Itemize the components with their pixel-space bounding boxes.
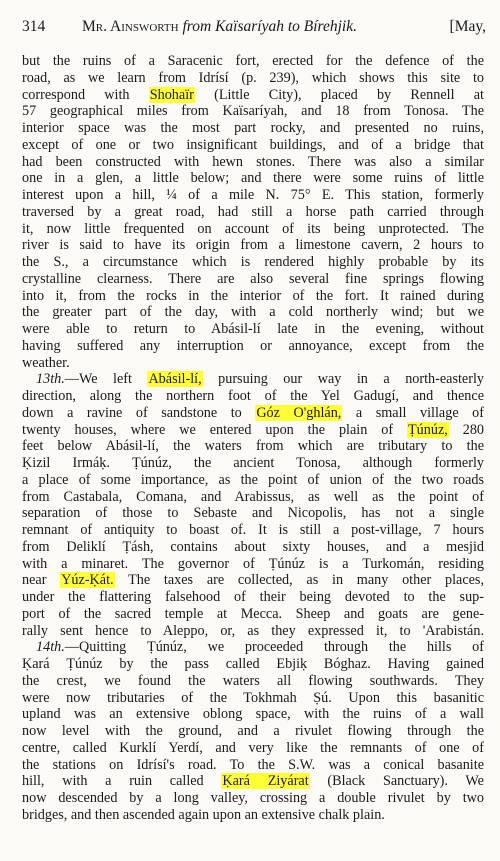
text-line bbox=[22, 405, 484, 422]
highlighted-place-name: Shohaïr bbox=[149, 86, 194, 103]
text-line bbox=[22, 489, 484, 506]
text-run: were now tributaries of the Tokhmah Ṣú. Upon this basanitic bbox=[22, 689, 484, 706]
text-run: near bbox=[22, 572, 61, 589]
body-text bbox=[22, 53, 484, 824]
text-run: except of one or two insignificant buildings, and of a bridge that bbox=[22, 136, 484, 153]
text-run: the greater part of the day, with a cold northerly wind; but we bbox=[22, 304, 484, 321]
text-line bbox=[22, 187, 484, 204]
text-run: separation of those to Sebaste and Nicopolis, has not a single bbox=[22, 505, 484, 522]
text-run: (Little City), placed by Rennell at bbox=[194, 86, 484, 103]
text-run: river is said to have its origin from a limestone cavern, 2 hours to bbox=[22, 237, 484, 254]
text-line bbox=[22, 154, 484, 171]
text-line bbox=[22, 706, 484, 723]
text-run: 57 geographical miles from Kaïsaríyah, and 18 from Tonosa. The bbox=[22, 103, 484, 120]
text-line bbox=[22, 656, 484, 673]
text-line bbox=[22, 87, 484, 104]
text-run: feet below Abásil-lí, the waters from which are tributary to the bbox=[22, 438, 484, 455]
text-line bbox=[22, 522, 484, 539]
page-number: 314 bbox=[22, 18, 46, 35]
text-line bbox=[22, 288, 484, 305]
text-run: rally sent hence to Aleppo, or, as they expressed it, to 'Arabistán. bbox=[22, 622, 484, 639]
text-line bbox=[22, 623, 484, 640]
text-line bbox=[22, 70, 484, 87]
text-run: twenty houses, where we entered upon the plain of bbox=[22, 421, 407, 438]
running-title-route: from Kaïsaríyah to Bírehjik. bbox=[182, 18, 357, 35]
text-run: weather. bbox=[22, 354, 70, 371]
text-line bbox=[22, 740, 484, 757]
text-line bbox=[22, 723, 484, 740]
text-run: having suffered any interruption or annoyance, except from the bbox=[22, 337, 484, 354]
text-line bbox=[22, 422, 484, 439]
text-run: under the flattering falsehood of their being devoted to the sup- bbox=[22, 589, 484, 605]
text-line bbox=[22, 673, 484, 690]
highlighted-place-name: Yúz-Ḳát. bbox=[61, 572, 114, 589]
text-line bbox=[22, 120, 484, 137]
text-line bbox=[22, 371, 484, 388]
text-line bbox=[22, 455, 484, 472]
highlighted-place-name: Ṭúnúz, bbox=[408, 421, 448, 438]
text-run: The taxes are collected, as in many other places, bbox=[114, 572, 484, 589]
highlighted-place-name: Ḳará Ziyárat bbox=[222, 773, 309, 790]
text-run: road, as we learn from Idrísí (p. 239), which shows this site to bbox=[22, 69, 484, 86]
text-run: now descended by a long valley, crossing a double rivulet by two bbox=[22, 790, 484, 806]
text-run: pursuing our way in a north-easterly bbox=[202, 371, 484, 388]
text-run: 280 bbox=[448, 421, 485, 438]
text-run: one in a glen, a little below; and there were some ruins of little bbox=[22, 170, 484, 187]
text-run: interest upon a hill, ¼ of a mile N. 75° E. This station, formerly bbox=[22, 187, 484, 203]
text-run: upland was an extensive oblong space, with the ruins of a wall bbox=[22, 706, 484, 723]
text-line bbox=[22, 438, 484, 455]
text-run: correspond with bbox=[22, 86, 149, 103]
text-line bbox=[22, 254, 484, 271]
text-line bbox=[22, 639, 484, 656]
text-run: with a minaret. The governor of Ṭúnúz is a Turkomán, residing bbox=[22, 555, 484, 572]
text-line bbox=[22, 137, 484, 154]
text-line bbox=[22, 690, 484, 707]
text-run: —Quitting Ṭúnúz, we proceeded through the hills of bbox=[64, 639, 484, 656]
text-run: crystalline clearness. There are also several fine springs flowing bbox=[22, 270, 484, 287]
text-line bbox=[22, 304, 484, 321]
text-run: a small village of bbox=[342, 404, 484, 421]
text-line bbox=[22, 338, 484, 355]
text-run: remnant of antiquity to boast of. It is still a post-village, 7 hours bbox=[22, 522, 484, 538]
text-run: had been constructed with hewn stones. There was also a similar bbox=[22, 153, 484, 170]
text-line bbox=[22, 589, 484, 606]
text-run: the crest, we found the waters all flowing southwards. They bbox=[22, 672, 484, 689]
text-run: interior space was the most part rocky, and presented no ruins, bbox=[22, 120, 484, 136]
text-run: the S., a circumstance which is rendered highly probable by its bbox=[22, 254, 484, 270]
text-line bbox=[22, 556, 484, 573]
highlighted-place-name: Góz O'ghlán, bbox=[256, 404, 342, 421]
text-line bbox=[22, 388, 484, 405]
text-line bbox=[22, 355, 484, 372]
text-run: bridges, and then ascended again upon an extensive chalk plain. bbox=[22, 806, 385, 823]
text-line bbox=[22, 606, 484, 623]
text-run: hill, with a ruin called bbox=[22, 773, 222, 790]
text-line bbox=[22, 271, 484, 288]
running-title-author: Mr. Ainsworth bbox=[82, 18, 179, 35]
text-line bbox=[22, 472, 484, 489]
text-line bbox=[22, 807, 484, 824]
running-title bbox=[82, 18, 444, 36]
text-run: it, now little frequented on account of its being unprotected. The bbox=[22, 220, 484, 237]
text-line bbox=[22, 53, 484, 70]
text-line bbox=[22, 773, 484, 790]
text-run: (Black Sanctuary). We bbox=[309, 773, 484, 790]
text-run: centre, called Kurklí Yerdí, and very like the remnants of one of bbox=[22, 739, 484, 756]
text-run: from Deliklí Ṭásh, contains about sixty houses, and a mesjid bbox=[22, 538, 484, 555]
date-label: 13th. bbox=[36, 371, 65, 388]
text-run: —We left bbox=[64, 371, 148, 388]
text-run: down a ravine of sandstone to bbox=[22, 404, 256, 421]
text-line bbox=[22, 790, 484, 807]
text-line bbox=[22, 221, 484, 238]
text-line bbox=[22, 321, 484, 338]
date-mark: [May, bbox=[449, 18, 486, 35]
text-run: a place of some importance, as the point of union of the two roads bbox=[22, 471, 484, 488]
text-run: Ḳizil Irmáḳ. Ṭúnúz, the ancient Tonosa, although formerly bbox=[22, 455, 484, 471]
text-run: into it, from the rocks in the interior of the fort. It rained during bbox=[22, 287, 484, 304]
text-line bbox=[22, 237, 484, 254]
text-line bbox=[22, 103, 484, 120]
text-run: traversed by a great road, had still a horse path carried through bbox=[22, 203, 484, 220]
text-run: were able to return to Abásil-lí late in the evening, without bbox=[22, 321, 484, 337]
text-line bbox=[22, 505, 484, 522]
text-run: but the ruins of a Saracenic fort, erected for the defence of the bbox=[22, 53, 484, 69]
text-run: Ḳará Ṭúnúz by the pass called Ebjiḳ Bóghaz. Having gained bbox=[22, 656, 484, 672]
text-run: the stations on Idrísí's road. To the S.W. was a conical basanite bbox=[22, 756, 484, 773]
text-run: now level with the ground, and a rivulet flowing through the bbox=[22, 723, 484, 739]
text-line bbox=[22, 170, 484, 187]
highlighted-place-name: Abásil-lí, bbox=[148, 371, 202, 388]
text-line bbox=[22, 572, 484, 589]
text-run: port of the sacred temple at Mecca. Sheep and goats are gene- bbox=[22, 605, 484, 622]
text-run: direction, along the northern foot of the Yel Gadugí, and thence bbox=[22, 388, 484, 404]
text-line bbox=[22, 539, 484, 556]
text-line bbox=[22, 204, 484, 221]
text-line bbox=[22, 757, 484, 774]
date-label: 14th. bbox=[36, 639, 65, 656]
running-header bbox=[22, 18, 486, 36]
text-run: from Castabala, Comana, and Arabissus, as well as the point of bbox=[22, 488, 484, 505]
